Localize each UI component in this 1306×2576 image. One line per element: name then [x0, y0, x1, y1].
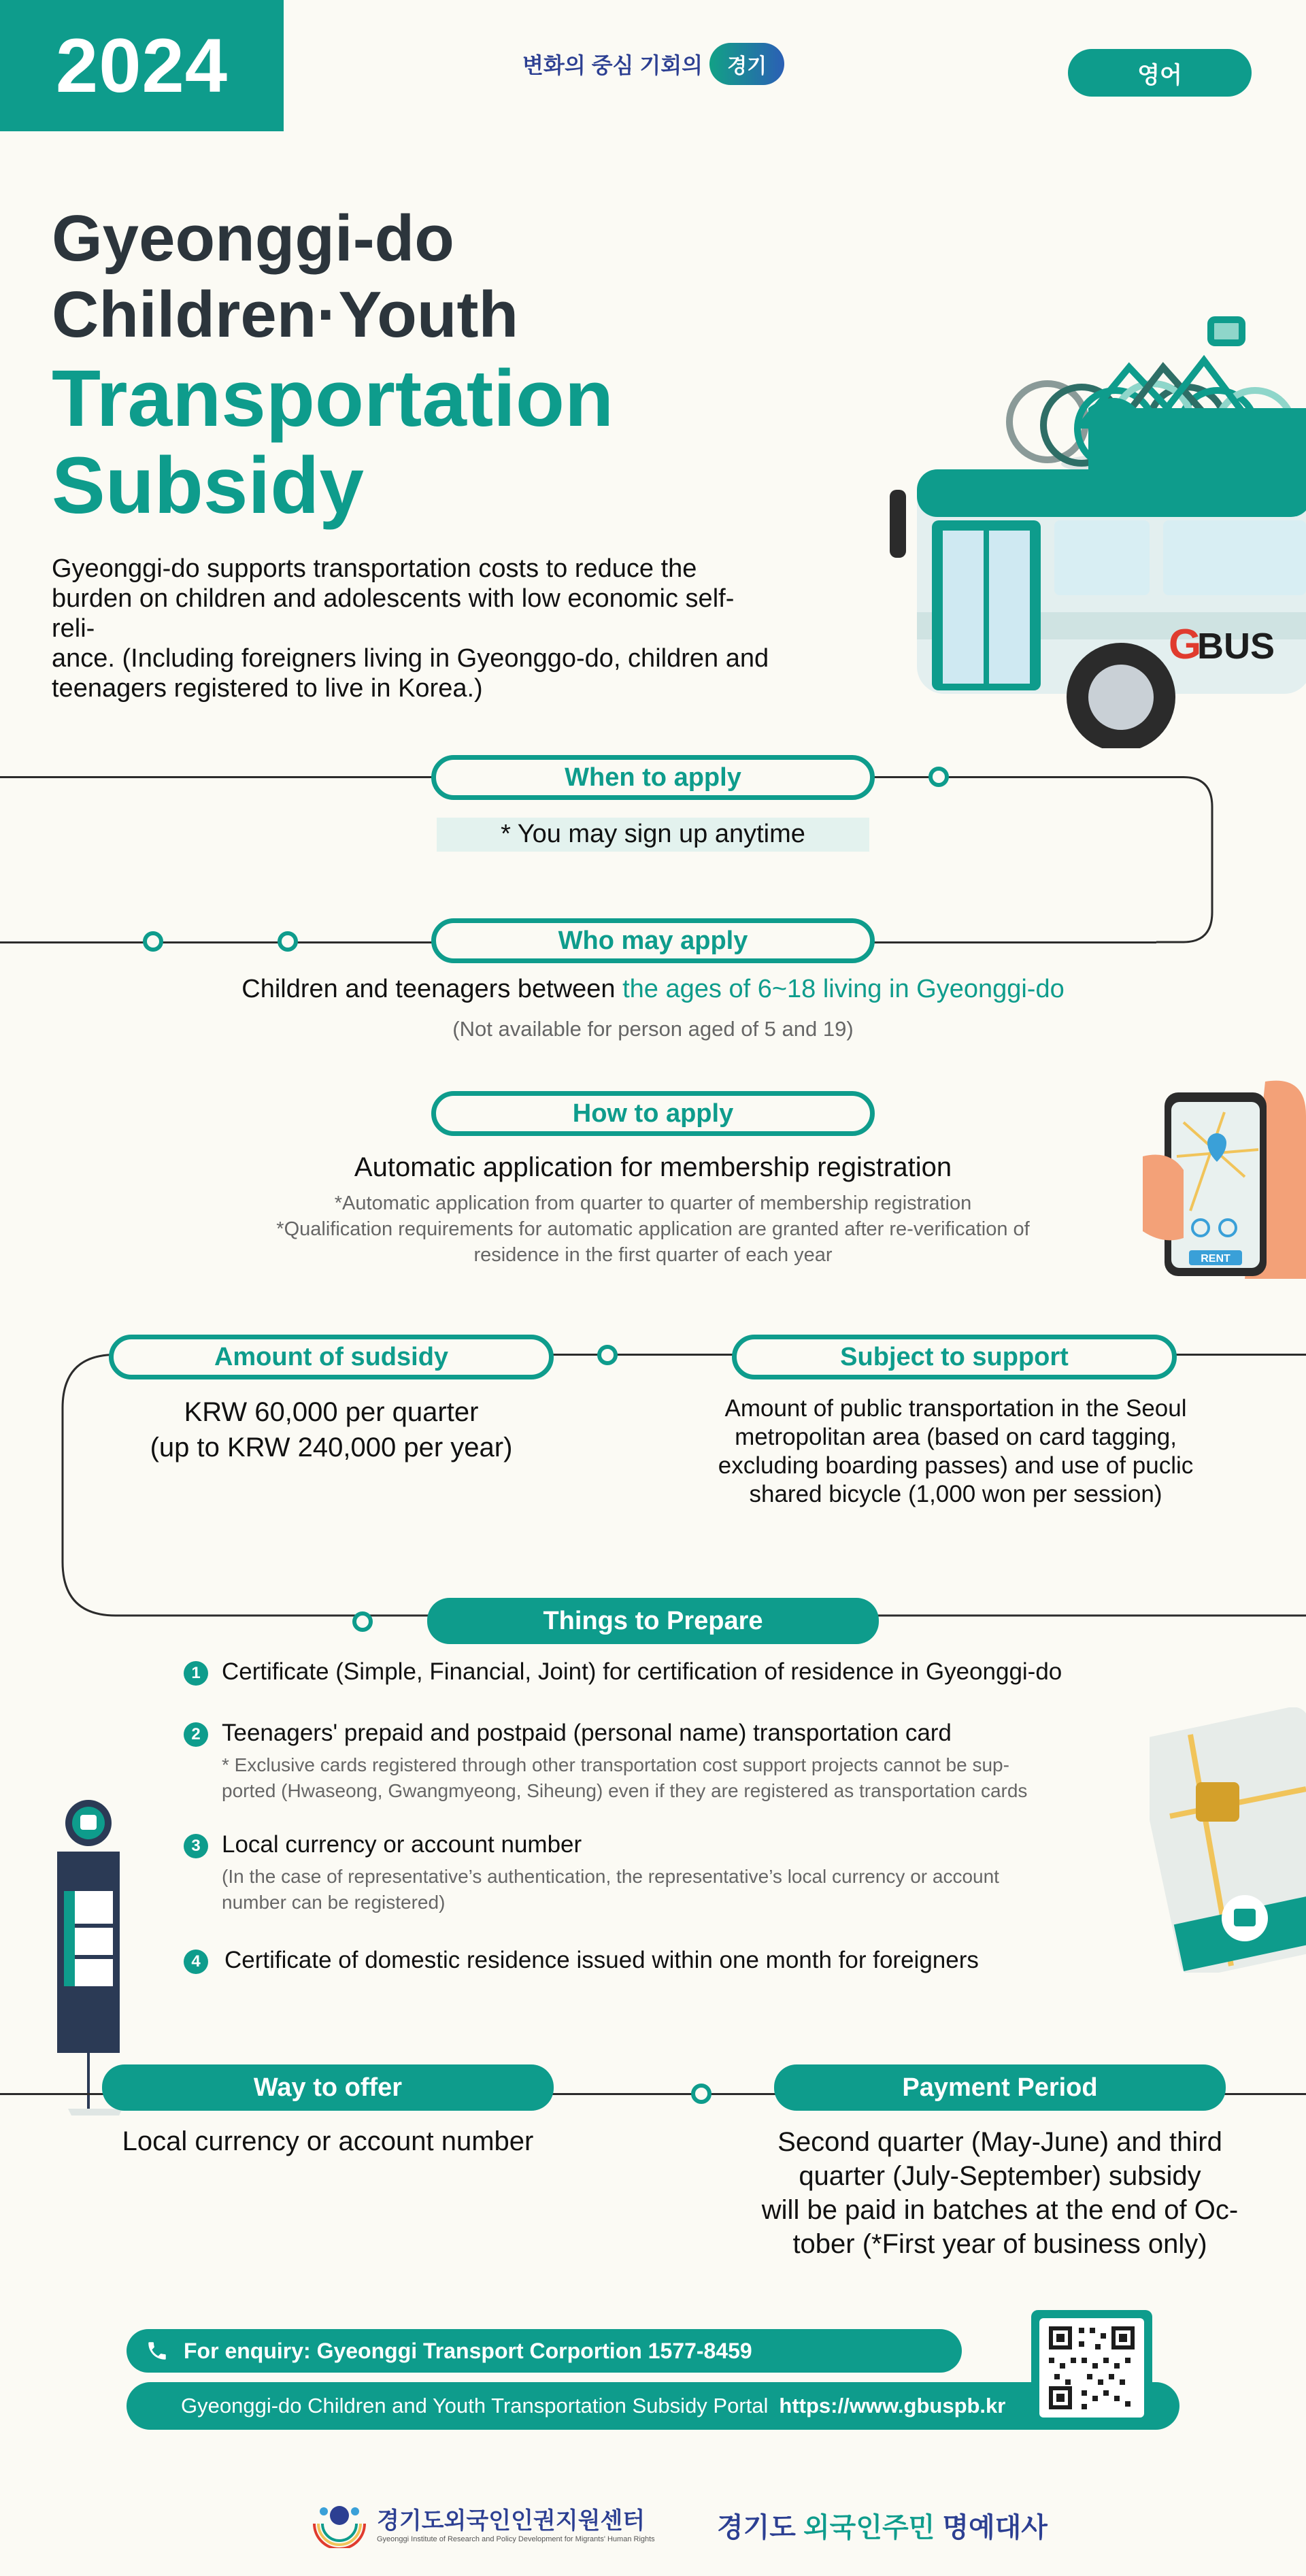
payment-line: quarter (July-September) subsidy [799, 2161, 1201, 2191]
how-note: *Qualification requirements for automatic application are granted after re-verification of [276, 1218, 1030, 1240]
who-text-highlight: the ages of 6~18 living in Gyeonggi-do [622, 975, 1065, 1003]
section-heading-how: How to apply [431, 1091, 875, 1136]
section-heading-amount: Amount of sudsidy [109, 1335, 554, 1379]
gyeonggi-slogan-logo [522, 42, 784, 86]
note-line: number can be registered) [222, 1892, 446, 1913]
how-text: Automatic application for membership registration [354, 1152, 952, 1182]
intro-line: ance. (Including foreigners living in Gyeonggo-do, children and [52, 644, 769, 673]
amount-line: (up to KRW 240,000 per year) [150, 1433, 513, 1462]
enquiry-text: For enquiry: Gyeonggi Transport Corportion 1577-8459 [184, 2338, 752, 2363]
portal-bar[interactable] [127, 2382, 1179, 2430]
timeline-dot [352, 1611, 373, 1632]
transport-card-icon [1150, 1707, 1306, 1973]
section-heading-subject: Subject to support [732, 1335, 1177, 1379]
center-emblem-icon [310, 2496, 369, 2548]
subject-line: excluding boarding passes) and use of puclic [718, 1452, 1194, 1479]
how-note: residence in the first quarter of each year [473, 1244, 833, 1266]
subject-line: Amount of public transportation in the Seoul [724, 1395, 1187, 1422]
page-title-teal [52, 355, 614, 529]
note-line: ported (Hwaseong, Gwangmyeong, Siheung) even if they are registered as transportation cards [222, 1780, 1028, 1801]
timeline-dot [691, 2084, 711, 2104]
bus-icon [890, 398, 1306, 748]
title-line-4: Subsidy [52, 441, 364, 531]
subject-line: metropolitan area (based on card tagging, [735, 1424, 1177, 1450]
when-text: * You may sign up anytime [437, 818, 869, 852]
slogan-text: 변화의 중심 기회의 [522, 53, 703, 78]
timeline-dot [928, 767, 949, 787]
migrant-rights-center-logo [310, 2496, 655, 2548]
list-number-badge: 1 [184, 1661, 208, 1686]
intro-paragraph [52, 554, 773, 703]
how-note: *Automatic application from quarter to quarter of membership registration [334, 1192, 972, 1214]
prepare-item-text: Teenagers' prepaid and postpaid (personal name) transportation card [222, 1720, 952, 1746]
qr-code[interactable] [1031, 2310, 1152, 2426]
phone-icon [146, 2339, 169, 2362]
enquiry-bar[interactable] [127, 2329, 962, 2373]
section-heading-prepare: Things to Prepare [427, 1598, 879, 1644]
list-number-badge: 3 [184, 1834, 208, 1858]
how-notes [136, 1190, 1170, 1268]
title-line-3: Transportation [52, 354, 614, 444]
smartphone-bike-rent-illustration [1143, 1075, 1306, 1292]
portal-url-link[interactable]: https://www.gbuspb.kr [779, 2394, 1006, 2418]
subject-text [701, 1394, 1211, 1509]
prepare-item-note [222, 1752, 1133, 1804]
section-heading-payment: Payment Period [774, 2064, 1226, 2111]
section-heading-when: When to apply [431, 755, 875, 800]
rent-label: RENT [1201, 1253, 1230, 1265]
intro-line: teenagers registered to live in Korea.) [52, 674, 483, 703]
portal-label: Gyeonggi-do Children and Youth Transportation Subsidy Portal [181, 2394, 769, 2418]
title-line-1: Gyeonggi-do [52, 202, 454, 275]
logo2-part: 외국인주민 [803, 2513, 935, 2543]
note-line: * Exclusive cards registered through other transportation cost support projects cannot be sup- [222, 1754, 1009, 1775]
payment-line: will be paid in batches at the end of Oc- [761, 2195, 1239, 2225]
year-badge: 2024 [0, 0, 284, 131]
logo2-part: 명예대사 [935, 2513, 1048, 2543]
prepare-item-text: Local currency or account number [222, 1831, 582, 1858]
prepare-item-note [222, 1864, 1133, 1916]
payment-line: tober (*First year of business only) [792, 2229, 1207, 2259]
who-note: (Not available for person aged of 5 and 19) [452, 1017, 854, 1041]
section-heading-offer: Way to offer [102, 2064, 554, 2111]
slogan-badge: 경기 [709, 43, 784, 85]
who-text-plain: Children and teenagers between [241, 975, 623, 1003]
timeline-dot [597, 1345, 618, 1365]
list-number-badge: 2 [184, 1722, 208, 1747]
bus-bike-illustration [884, 286, 1306, 748]
intro-line: burden on children and adolescents with low economic self-reli- [52, 584, 735, 643]
intro-line: Gyeonggi-do supports transportation costs to reduce the [52, 554, 697, 583]
note-line: (In the case of representative’s authentication, the representative’s local currency or account [222, 1866, 999, 1887]
payment-text [755, 2125, 1245, 2261]
title-line-2: Children·Youth [52, 278, 519, 351]
logo2-part: 경기도 [717, 2513, 804, 2543]
section-heading-who: Who may apply [431, 918, 875, 963]
page-title-dark [52, 201, 518, 353]
center-name: 경기도외국인인권지원센터 [377, 2507, 646, 2534]
offer-text: Local currency or account number [122, 2126, 534, 2156]
payment-line: Second quarter (May-June) and third [777, 2127, 1222, 2157]
bus-logo-letter: G [1169, 621, 1202, 668]
honorary-ambassador-logo [717, 2506, 1048, 2545]
prepare-item-text: Certificate of domestic residence issued within one month for foreigners [224, 1947, 979, 1973]
who-text [136, 973, 1170, 1005]
subject-line: shared bicycle (1,000 won per session) [749, 1481, 1162, 1507]
amount-line: KRW 60,000 per quarter [184, 1397, 479, 1427]
bus-brand-text: BUS [1197, 626, 1275, 667]
list-number-badge: 4 [184, 1950, 208, 1974]
connector-curve [1156, 776, 1218, 943]
center-subtitle: Gyeonggi Institute of Research and Policy Development for Migrants' Human Rights [377, 2535, 655, 2543]
amount-text [109, 1394, 554, 1465]
prepare-item-text: Certificate (Simple, Financial, Joint) for certification of residence in Gyeonggi-do [222, 1658, 1062, 1685]
timeline-dot [143, 931, 163, 952]
timeline-dot [278, 931, 298, 952]
language-button[interactable]: 영어 [1068, 49, 1252, 97]
qr-pattern [1039, 2318, 1144, 2418]
